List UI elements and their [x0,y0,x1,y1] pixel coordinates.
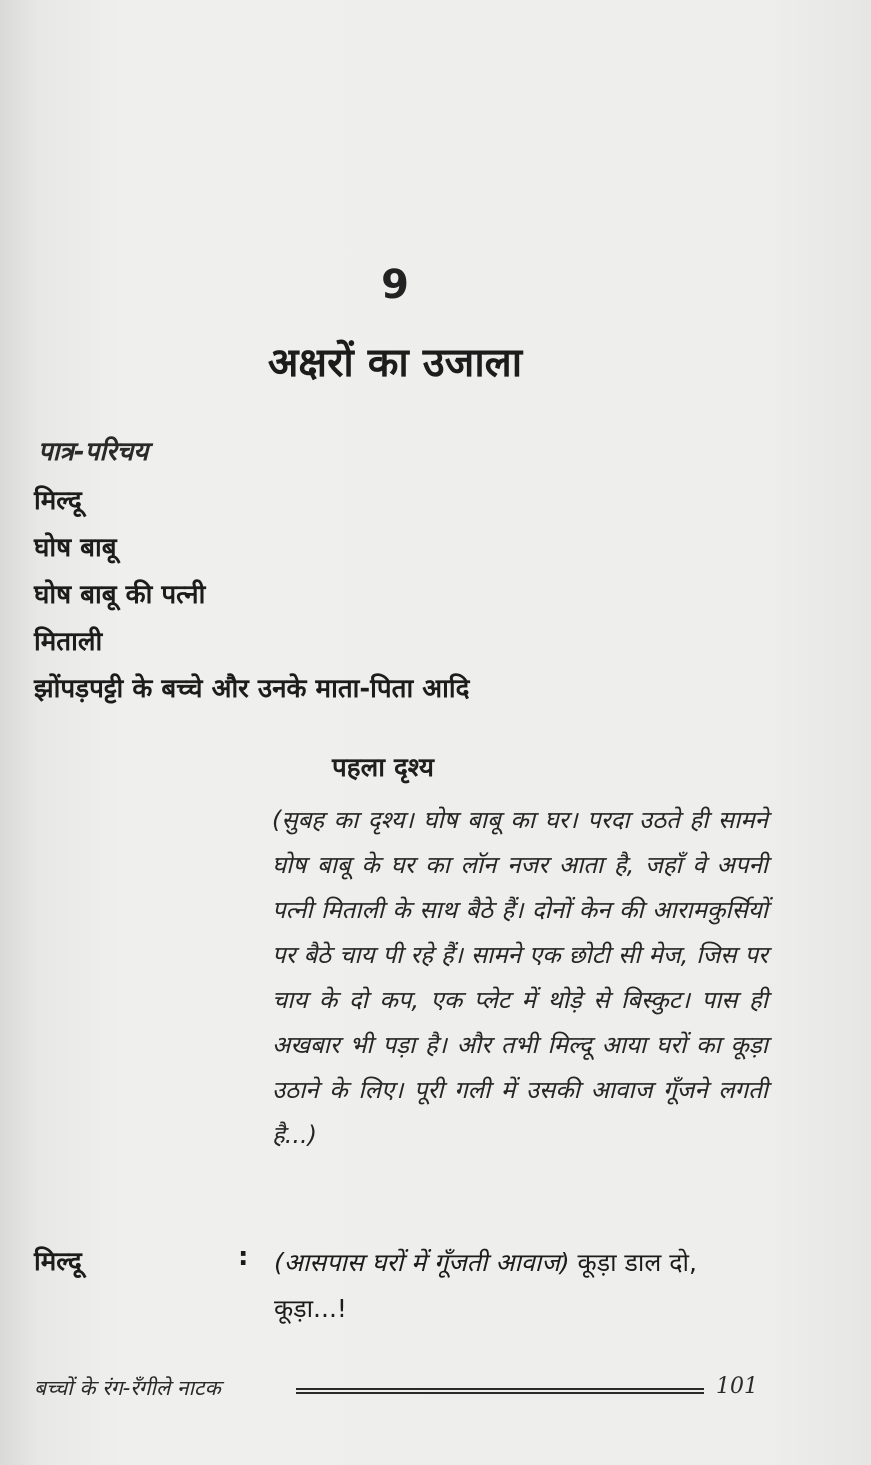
cast-list [34,478,469,713]
chapter-number: 9 [381,262,409,308]
dialogue-line [274,1240,764,1332]
scene-heading: पहला दृश्य [332,753,434,783]
cast-member: झोंपड़पट्टी के बच्चे और उनके माता-पिता आदि [34,674,470,704]
cast-heading: पात्र-परिचय [38,437,149,467]
page-number: 101 [716,1374,758,1399]
dialogue-row [34,1240,774,1340]
chapter-title: अक्षरों का उजाला [267,340,523,386]
dialogue-separator: : [238,1242,249,1272]
dialogue-speaker: मिल्दू [34,1247,82,1277]
cast-member: घोष बाबू की पत्नी [34,580,206,610]
cast-member: मिल्दू [34,486,82,516]
cast-member: घोष बाबू [34,533,117,563]
footer-book-title: बच्चों के रंग-रँगीले नाटक [34,1376,221,1400]
page-footer [34,1374,758,1408]
footer-rule [296,1388,704,1394]
dialogue-direction: (आसपास घरों में गूँजती आवाज) [274,1248,570,1277]
cast-member: मिताली [34,627,103,657]
dialogue-text: कूड़ा डाल दो, कूड़ा...! [274,1248,697,1323]
stage-direction: (सुबह का दृश्य। घोष बाबू का घर। परदा उठते ही सामने घोष बाबू के घर का लॉन नजर आता है, जहाँ वे अपनी पत्नी मिताली के साथ बैठे हैं। दोनों केन की आरामकुर्सियों पर बैठे चाय पी रहे हैं। सामने एक छोटी सी मेज, जिस पर चाय के दो कप, एक प्लेट में थोड़े से बिस्कुट। पास ही अखबार भी पड़ा है। और तभी मिल्दू आया घरों का कूड़ा उठाने के लिए। पूरी गली में उसकी आवाज गूँजने लगती है...) [272,806,768,1149]
